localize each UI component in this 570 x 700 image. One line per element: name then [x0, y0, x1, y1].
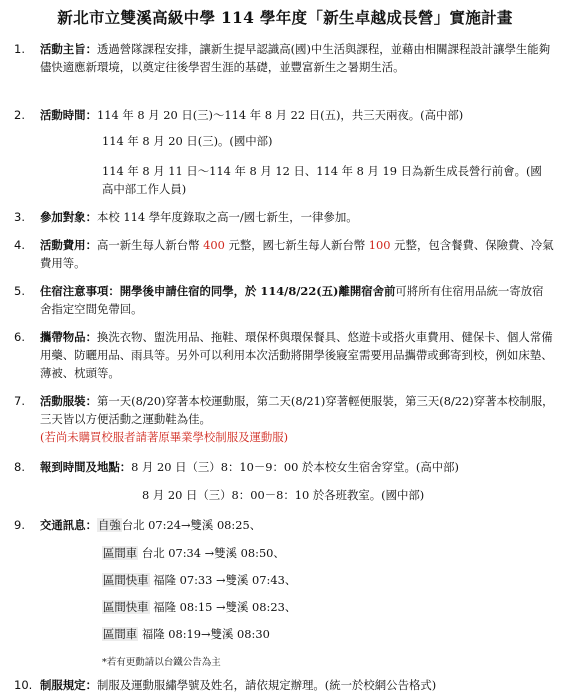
item-heading: 報到時間及地點： — [40, 460, 132, 474]
item-number: 10. — [14, 678, 33, 692]
item-9-transport — [14, 516, 554, 534]
train-type-tag: 區間車 — [103, 546, 138, 560]
item-10-uniform — [14, 676, 554, 694]
train-route: 台北 07:34 →雙溪 08:50、 — [141, 546, 285, 560]
item-text: 可將所有住宿用品統一寄放宿舍指定空間免帶回。 — [40, 284, 544, 316]
train-type-tag: 區間車 — [103, 627, 138, 641]
item-number: 6. — [14, 330, 25, 344]
train-row — [102, 544, 285, 562]
item-5-dorm — [14, 282, 554, 318]
item-number: 2. — [14, 108, 25, 122]
item-number: 1. — [14, 42, 25, 56]
item-number: 3. — [14, 210, 25, 224]
item-heading: 住宿注意事項： — [40, 284, 120, 298]
item-2-time — [14, 106, 554, 124]
item-text: 8 月 20 日（三）8：10－9：00 於本校女生宿舍穿堂。(高中部) — [131, 460, 459, 474]
train-route: 台北 07:24→雙溪 08:25、 — [121, 518, 262, 532]
item-number: 9. — [14, 518, 25, 532]
item-text: 換洗衣物、盥洗用品、拖鞋、環保杯與環保餐具、悠遊卡或搭火車費用、健保卡、個人常備用藥、防曬用品、雨具等。另外可以利用本次活動將開學後寢室需要用品攜帶或郵寄到校，例如床墊、薄被、枕頭等。 — [40, 330, 553, 380]
item-heading: 參加對象： — [40, 210, 97, 224]
transport-note: *若有更動請以台鐵公告為主 — [102, 657, 221, 668]
item-text: 元整，包含餐費、保險費、冷氣費用等。 — [40, 238, 554, 270]
item-text: 透過營隊課程安排，讓新生提早認識高(國)中生活與課程，並藉由相關課程設計讓學生能夠儘快適應新環境，以奠定往後學習生涯的基礎，並豐富新生之暑期生活。 — [40, 42, 551, 74]
clothing-red-note: (若尚未購買校服者請著原畢業學校制服及運動服) — [40, 430, 289, 444]
item-6-items — [14, 328, 554, 382]
fee-amount-junior: 100 — [368, 238, 391, 252]
item-2-sub-2: 114 年 8 月 11 日～114 年 8 月 12 日、114 年 8 月 19 日為新生成長營行前會。(國高中部工作人員) — [102, 164, 542, 196]
train-row — [102, 598, 296, 616]
item-bold-text: 開學後申請住宿的同學，於 114/8/22(五)離開宿舍前 — [119, 284, 396, 298]
train-type-tag: 區間快車 — [103, 573, 149, 587]
fee-amount-senior: 400 — [203, 238, 225, 252]
page-title: 新北市立雙溪高級中學 114 學年度「新生卓越成長營」實施計畫 — [57, 8, 513, 27]
item-text: 第一天(8/20)穿著本校運動服，第二天(8/21)穿著輕便服裝，第三天(8/22)穿著本校制服，三天皆以方便活動之運動鞋為佳。 — [40, 394, 554, 426]
item-8-sub-1: 8 月 20 日（三）8：00－8：10 於各班教室。(國中部) — [142, 488, 425, 502]
train-type-tag: 自強 — [97, 518, 121, 532]
train-row — [102, 571, 296, 589]
train-route: 福隆 07:33 →雙溪 07:43、 — [153, 573, 297, 587]
item-number: 8. — [14, 460, 25, 474]
item-heading: 攜帶物品： — [40, 330, 97, 344]
item-text: 元整，國七新生每人新台幣 — [224, 238, 369, 252]
item-number: 7. — [14, 394, 25, 408]
item-3-participants — [14, 208, 554, 226]
item-heading: 交通訊息： — [40, 518, 97, 532]
item-heading: 制服規定： — [40, 678, 97, 692]
item-number: 4. — [14, 238, 25, 252]
item-text: 高一新生每人新台幣 — [96, 238, 204, 252]
item-2-sub-1: 114 年 8 月 20 日(三)。(國中部) — [102, 134, 273, 148]
item-8-checkin — [14, 458, 554, 476]
item-heading: 活動時間： — [40, 108, 97, 122]
item-4-fees — [14, 236, 554, 272]
item-text: 114 年 8 月 20 日(三)～114 年 8 月 22 日(五)，共三天兩夜。(高中部) — [96, 108, 464, 122]
item-text: 制服及運動服繡學號及姓名，請依規定辦理。(統一於校網公告格式) — [96, 678, 437, 692]
item-heading: 活動服裝： — [40, 394, 97, 408]
item-heading: 活動費用： — [40, 238, 97, 252]
item-number: 5. — [14, 284, 25, 298]
item-text: 本校 114 學年度錄取之高一/國七新生，一律參加。 — [96, 210, 358, 224]
train-route: 福隆 08:19→雙溪 08:30 — [141, 627, 270, 641]
train-type-tag: 區間快車 — [103, 600, 149, 614]
item-heading: 活動主旨： — [40, 42, 97, 56]
item-1-purpose — [14, 40, 554, 76]
train-row — [102, 625, 270, 643]
train-route: 福隆 08:15 →雙溪 08:23、 — [153, 600, 297, 614]
item-7-clothing — [14, 392, 554, 446]
